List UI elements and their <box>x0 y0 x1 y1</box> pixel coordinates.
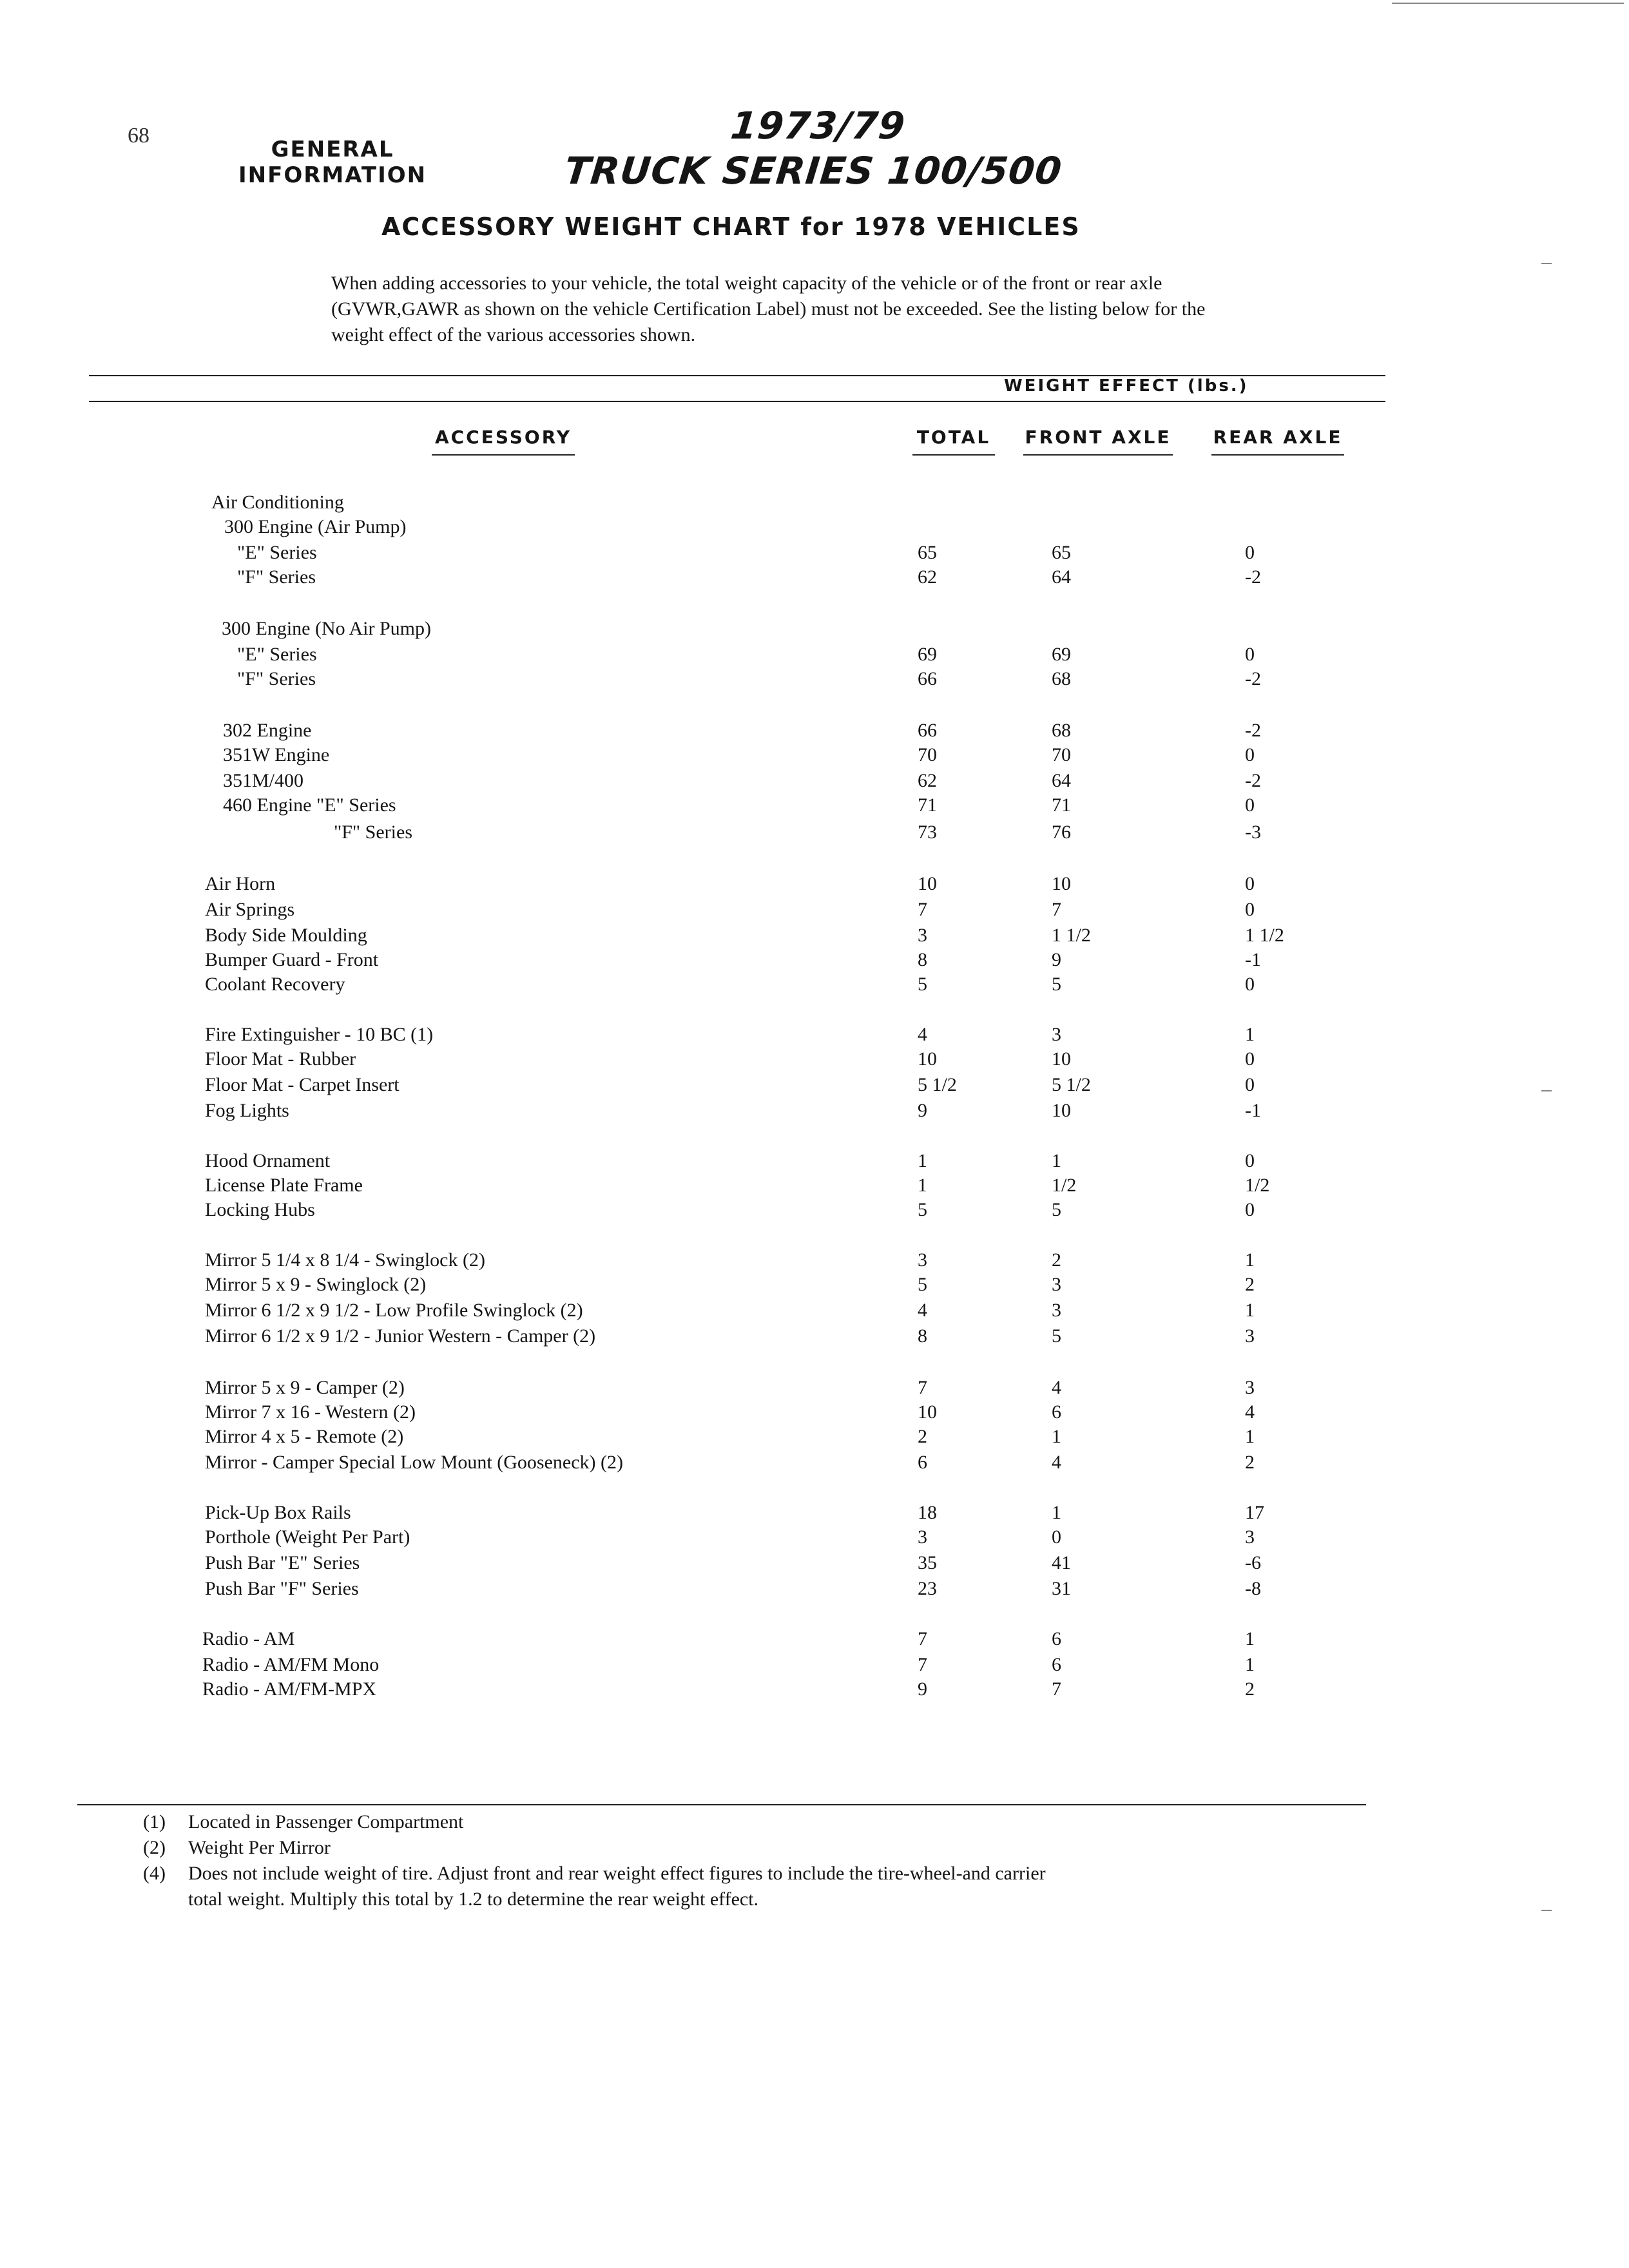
column-header-front-axle: FRONT AXLE <box>1023 427 1173 456</box>
table-row <box>0 1626 1629 1652</box>
footnote-text: Weight Per Mirror <box>188 1837 331 1858</box>
rear-axle-cell: 0 <box>1245 1048 1255 1070</box>
rear-axle-cell: 1 <box>1245 1426 1255 1447</box>
table-row <box>0 1072 1629 1098</box>
total-cell: 66 <box>918 720 937 741</box>
table-row <box>0 768 1629 794</box>
section-label-line: GENERAL <box>271 137 394 162</box>
total-cell: 7 <box>918 1654 927 1675</box>
rear-axle-cell: -6 <box>1245 1552 1261 1573</box>
front-axle-cell: 70 <box>1052 744 1071 765</box>
accessory-cell: Radio - AM/FM-MPX <box>202 1678 377 1700</box>
rear-axle-cell: 0 <box>1245 744 1255 765</box>
accessory-cell: 300 Engine (Air Pump) <box>224 516 407 537</box>
footnote-rule <box>77 1804 1366 1805</box>
total-cell: 5 <box>918 1199 927 1220</box>
rear-axle-cell: 1 <box>1245 1249 1255 1271</box>
front-axle-cell: 64 <box>1052 566 1071 588</box>
accessory-cell: 351M/400 <box>223 770 304 791</box>
accessory-cell: 300 Engine (No Air Pump) <box>222 618 431 639</box>
table-row <box>0 923 1629 948</box>
front-axle-cell: 69 <box>1052 644 1071 665</box>
table-row <box>0 540 1629 566</box>
rear-axle-cell: 0 <box>1245 794 1255 816</box>
accessory-cell: Mirror 5 x 9 - Camper (2) <box>205 1377 405 1398</box>
rear-axle-cell: 3 <box>1245 1325 1255 1347</box>
front-axle-cell: 10 <box>1052 873 1071 894</box>
front-axle-cell: 4 <box>1052 1377 1061 1398</box>
accessory-cell: Mirror 6 1/2 x 9 1/2 - Junior Western - Camper (2) <box>205 1325 596 1347</box>
accessory-cell: Fire Extinguisher - 10 BC (1) <box>205 1024 434 1045</box>
footnote <box>143 1861 1046 1912</box>
front-axle-cell: 1 1/2 <box>1052 925 1091 946</box>
front-axle-cell: 7 <box>1052 1678 1061 1700</box>
rear-axle-cell: 1/2 <box>1245 1175 1270 1196</box>
rear-axle-cell: 2 <box>1245 1274 1255 1295</box>
table-row <box>0 897 1629 923</box>
rear-axle-cell: 0 <box>1245 1150 1255 1171</box>
table-row <box>0 793 1629 818</box>
manual-title <box>563 103 1069 193</box>
rear-axle-cell: 1 <box>1245 1654 1255 1675</box>
front-axle-cell: 1 <box>1052 1426 1061 1447</box>
scan-mark <box>1541 1090 1552 1091</box>
rear-axle-cell: -2 <box>1245 566 1261 588</box>
total-cell: 66 <box>918 668 937 689</box>
front-axle-cell: 31 <box>1052 1578 1071 1599</box>
footnote <box>143 1809 1046 1835</box>
scan-mark <box>1541 1910 1552 1911</box>
rear-axle-cell: -2 <box>1245 770 1261 791</box>
total-cell: 23 <box>918 1578 937 1599</box>
table-row <box>0 616 1629 642</box>
total-cell: 69 <box>918 644 937 665</box>
accessory-cell: Porthole (Weight Per Part) <box>205 1526 410 1548</box>
total-cell: 7 <box>918 899 927 920</box>
front-axle-cell: 6 <box>1052 1654 1061 1675</box>
table-row <box>0 1550 1629 1576</box>
front-axle-cell: 76 <box>1052 822 1071 843</box>
table-row <box>0 642 1629 668</box>
rear-axle-cell: 4 <box>1245 1401 1255 1423</box>
front-axle-cell: 3 <box>1052 1274 1061 1295</box>
rear-axle-cell: 1 1/2 <box>1245 925 1284 946</box>
rear-axle-cell: -1 <box>1245 949 1261 970</box>
footnote-text-continued: total weight. Multiply this total by 1.2 to determine the rear weight effect. <box>188 1888 759 1910</box>
footnote-mark: (4) <box>143 1863 166 1884</box>
total-cell: 7 <box>918 1377 927 1398</box>
table-row <box>0 1098 1629 1124</box>
table-row <box>0 1298 1629 1323</box>
table-row <box>0 514 1629 540</box>
accessory-cell: Mirror 5 1/4 x 8 1/4 - Swinglock (2) <box>205 1249 485 1271</box>
footnote-mark: (1) <box>143 1811 166 1832</box>
total-cell: 8 <box>918 1325 927 1347</box>
footnote <box>143 1835 1046 1861</box>
accessory-cell: "F" Series <box>237 566 316 588</box>
accessory-cell: "E" Series <box>237 644 317 665</box>
total-cell: 9 <box>918 1100 927 1121</box>
accessory-cell: Air Springs <box>205 899 295 920</box>
total-cell: 71 <box>918 794 937 816</box>
table-row <box>0 820 1629 845</box>
manual-title-series: TRUCK SERIES 100/500 <box>562 149 1065 193</box>
accessory-cell: Floor Mat - Rubber <box>205 1048 356 1070</box>
rear-axle-cell: 17 <box>1245 1502 1264 1523</box>
front-axle-cell: 10 <box>1052 1048 1071 1070</box>
front-axle-cell: 68 <box>1052 720 1071 741</box>
front-axle-cell: 7 <box>1052 899 1061 920</box>
table-row <box>0 1173 1629 1198</box>
table-row <box>0 1247 1629 1273</box>
scan-mark <box>1541 263 1552 264</box>
front-axle-cell: 1 <box>1052 1150 1061 1171</box>
footnote-text: Located in Passenger Compartment <box>188 1811 464 1832</box>
total-cell: 9 <box>918 1678 927 1700</box>
section-label <box>238 137 427 188</box>
front-axle-cell: 5 <box>1052 1325 1061 1347</box>
rear-axle-cell: 2 <box>1245 1678 1255 1700</box>
table-row <box>0 1500 1629 1526</box>
accessory-cell: Radio - AM/FM Mono <box>202 1654 380 1675</box>
total-cell: 5 <box>918 974 927 995</box>
table-row <box>0 1450 1629 1475</box>
accessory-cell: 351W Engine <box>223 744 330 765</box>
table-row <box>0 1677 1629 1702</box>
table-row <box>0 564 1629 590</box>
rear-axle-cell: -2 <box>1245 668 1261 689</box>
accessory-cell: License Plate Frame <box>205 1175 363 1196</box>
rear-axle-cell: 1 <box>1245 1024 1255 1045</box>
table-row <box>0 666 1629 692</box>
rear-axle-cell: 0 <box>1245 974 1255 995</box>
front-axle-cell: 5 <box>1052 974 1061 995</box>
rear-axle-cell: 0 <box>1245 644 1255 665</box>
accessory-cell: Mirror - Camper Special Low Mount (Gooseneck) (2) <box>205 1452 623 1473</box>
table-row <box>0 1424 1629 1450</box>
accessory-cell: 302 Engine <box>223 720 312 741</box>
total-cell: 65 <box>918 542 937 563</box>
front-axle-cell: 3 <box>1052 1024 1061 1045</box>
total-cell: 8 <box>918 949 927 970</box>
accessory-cell: Push Bar "E" Series <box>205 1552 360 1573</box>
front-axle-cell: 41 <box>1052 1552 1071 1573</box>
front-axle-cell: 2 <box>1052 1249 1061 1271</box>
section-label-line: INFORMATION <box>238 162 427 188</box>
table-row <box>0 490 1629 515</box>
table-row <box>0 871 1629 897</box>
rear-axle-cell: 3 <box>1245 1377 1255 1398</box>
table-row <box>0 1197 1629 1223</box>
front-axle-cell: 5 <box>1052 1199 1061 1220</box>
rear-axle-cell: 0 <box>1245 899 1255 920</box>
weight-effect-rule <box>89 401 1385 402</box>
table-row <box>0 947 1629 973</box>
table-row <box>0 1652 1629 1678</box>
rear-axle-cell: 0 <box>1245 1074 1255 1095</box>
total-cell: 3 <box>918 1249 927 1271</box>
scan-mark <box>1392 3 1624 4</box>
front-axle-cell: 64 <box>1052 770 1071 791</box>
total-cell: 3 <box>918 925 927 946</box>
front-axle-cell: 1 <box>1052 1502 1061 1523</box>
column-header-accessory: ACCESSORY <box>432 427 575 456</box>
column-header-rear-axle: REAR AXLE <box>1211 427 1344 456</box>
total-cell: 5 <box>918 1274 927 1295</box>
accessory-cell: Mirror 4 x 5 - Remote (2) <box>205 1426 404 1447</box>
accessory-cell: Coolant Recovery <box>205 974 345 995</box>
total-cell: 10 <box>918 873 937 894</box>
rear-axle-cell: -1 <box>1245 1100 1261 1121</box>
weight-effect-header: WEIGHT EFFECT (lbs.) <box>1004 376 1249 396</box>
rear-axle-cell: 1 <box>1245 1300 1255 1321</box>
accessory-cell: Mirror 7 x 16 - Western (2) <box>205 1401 416 1423</box>
table-row <box>0 1576 1629 1602</box>
accessory-cell: Radio - AM <box>202 1628 295 1649</box>
accessory-cell: Body Side Moulding <box>205 925 367 946</box>
rear-axle-cell: 3 <box>1245 1526 1255 1548</box>
rear-axle-cell: 1 <box>1245 1628 1255 1649</box>
table-row <box>0 1148 1629 1174</box>
table-row <box>0 1524 1629 1550</box>
total-cell: 6 <box>918 1452 927 1473</box>
intro-paragraph: When adding accessories to your vehicle, the total weight capacity of the vehicle or of the front or rear axle (GVWR,GAWR as shown on the vehicle Certification Label) must not be exceeded. See the listing below for the weight effect of the various accessories shown. <box>331 273 1206 345</box>
total-cell: 10 <box>918 1401 937 1423</box>
rear-axle-cell: 0 <box>1245 1199 1255 1220</box>
rear-axle-cell: -3 <box>1245 822 1261 843</box>
front-axle-cell: 4 <box>1052 1452 1061 1473</box>
total-cell: 2 <box>918 1426 927 1447</box>
rear-axle-cell: 2 <box>1245 1452 1255 1473</box>
accessory-cell: Air Conditioning <box>211 492 344 513</box>
front-axle-cell: 9 <box>1052 949 1061 970</box>
front-axle-cell: 0 <box>1052 1526 1061 1548</box>
rear-axle-cell: 0 <box>1245 873 1255 894</box>
accessory-cell: Mirror 5 x 9 - Swinglock (2) <box>205 1274 427 1295</box>
footnote-mark: (2) <box>143 1837 166 1858</box>
total-cell: 4 <box>918 1024 927 1045</box>
footnote-text: Does not include weight of tire. Adjust front and rear weight effect figures to include the tire-wheel-and carrier <box>188 1863 1046 1884</box>
rear-axle-cell: -8 <box>1245 1578 1261 1599</box>
table-row <box>0 1022 1629 1048</box>
rear-axle-cell: -2 <box>1245 720 1261 741</box>
table-row <box>0 718 1629 744</box>
chart-title: ACCESSORY WEIGHT CHART for 1978 VEHICLES <box>381 213 1081 241</box>
total-cell: 62 <box>918 566 937 588</box>
accessory-cell: Mirror 6 1/2 x 9 1/2 - Low Profile Swinglock (2) <box>205 1300 583 1321</box>
page-number: 68 <box>128 124 149 148</box>
table-row <box>0 1399 1629 1425</box>
total-cell: 18 <box>918 1502 937 1523</box>
column-header-total: TOTAL <box>912 427 995 456</box>
total-cell: 7 <box>918 1628 927 1649</box>
accessory-cell: Floor Mat - Carpet Insert <box>205 1074 400 1095</box>
accessory-cell: "F" Series <box>237 668 316 689</box>
total-cell: 73 <box>918 822 937 843</box>
total-cell: 1 <box>918 1150 927 1171</box>
table-row <box>0 1046 1629 1072</box>
front-axle-cell: 1/2 <box>1052 1175 1077 1196</box>
table-row <box>0 1375 1629 1401</box>
accessory-cell: "E" Series <box>237 542 317 563</box>
manual-title-years: 1973/79 <box>728 104 908 148</box>
total-cell: 3 <box>918 1526 927 1548</box>
total-cell: 4 <box>918 1300 927 1321</box>
accessory-cell: Fog Lights <box>205 1100 289 1121</box>
front-axle-cell: 65 <box>1052 542 1071 563</box>
front-axle-cell: 6 <box>1052 1401 1061 1423</box>
accessory-cell: Push Bar "F" Series <box>205 1578 359 1599</box>
front-axle-cell: 6 <box>1052 1628 1061 1649</box>
table-row <box>0 742 1629 768</box>
accessory-cell: Air Horn <box>205 873 276 894</box>
accessory-cell: Hood Ornament <box>205 1150 331 1171</box>
total-cell: 35 <box>918 1552 937 1573</box>
table-row <box>0 1323 1629 1349</box>
rear-axle-cell: 0 <box>1245 542 1255 563</box>
total-cell: 5 1/2 <box>918 1074 957 1095</box>
accessory-cell: 460 Engine "E" Series <box>223 794 396 816</box>
front-axle-cell: 10 <box>1052 1100 1071 1121</box>
total-cell: 70 <box>918 744 937 765</box>
front-axle-cell: 3 <box>1052 1300 1061 1321</box>
accessory-cell: Locking Hubs <box>205 1199 315 1220</box>
front-axle-cell: 5 1/2 <box>1052 1074 1091 1095</box>
front-axle-cell: 71 <box>1052 794 1071 816</box>
total-cell: 10 <box>918 1048 937 1070</box>
table-row <box>0 972 1629 997</box>
footnotes <box>143 1809 1046 1912</box>
total-cell: 62 <box>918 770 937 791</box>
front-axle-cell: 68 <box>1052 668 1071 689</box>
accessory-cell: Bumper Guard - Front <box>205 949 379 970</box>
total-cell: 1 <box>918 1175 927 1196</box>
table-row <box>0 1272 1629 1298</box>
accessory-cell: "F" Series <box>334 822 412 843</box>
accessory-cell: Pick-Up Box Rails <box>205 1502 351 1523</box>
